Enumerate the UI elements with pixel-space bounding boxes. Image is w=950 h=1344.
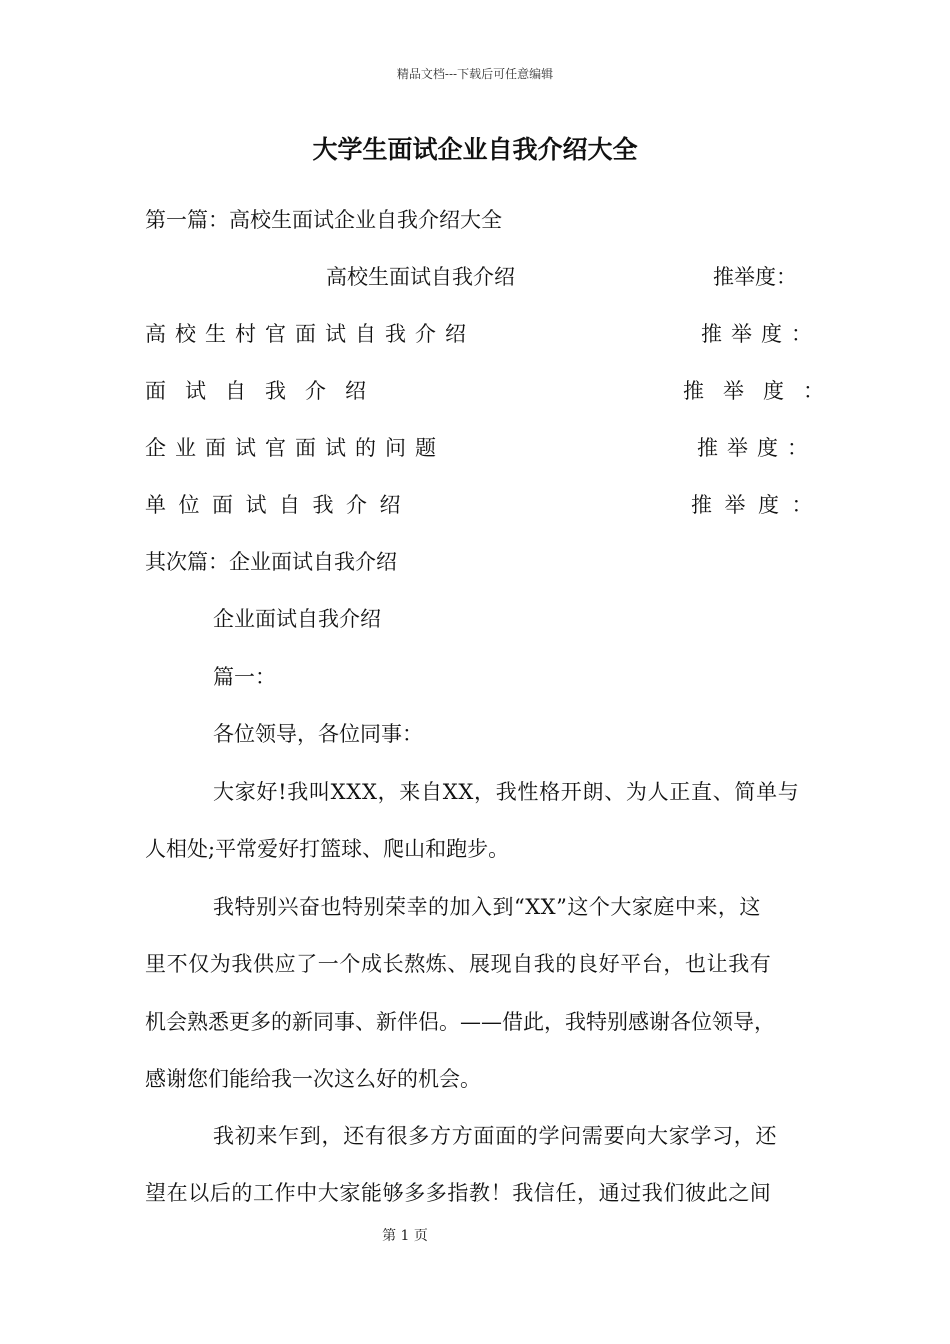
toc-item-rec: 推举度：	[713, 265, 797, 289]
greeting-line: 各位领导，各位同事：	[213, 722, 423, 746]
sub-heading: 企业面试自我介绍	[213, 607, 381, 631]
body-line: 机会熟悉更多的新同事、新伴侣。——借此，我特别感谢各位领导，	[145, 1010, 775, 1034]
toc-item-rec: 推举度：	[701, 322, 821, 346]
body-line: 感谢您们能给我一次这么好的机会。	[145, 1067, 481, 1091]
toc-item-rec: 推举度：	[697, 436, 817, 460]
toc-item-title: 企业面试官面试的问题	[145, 436, 445, 460]
body-line: 我初来乍到，还有很多方方面面的学问需要向大家学习，还	[213, 1124, 778, 1148]
page-number: 第 1 页	[382, 1228, 428, 1244]
toc-item-rec: 推举度：	[691, 493, 825, 517]
body-line: 我特别兴奋也特别荣幸的加入到“XX”这个大家庭中来，这	[213, 895, 761, 919]
body-line: 人相处;平常爱好打篮球、爬山和跑步。	[145, 837, 510, 861]
toc-item-rec: 推举度：	[683, 379, 843, 403]
body-line: 望在以后的工作中大家能够多多指教！我信任，通过我们彼此之间	[145, 1181, 772, 1205]
toc-item-title: 高校生面试自我介绍	[326, 265, 515, 289]
section-heading-2: 其次篇：企业面试自我介绍	[145, 550, 397, 574]
document-title: 大学生面试企业自我介绍大全	[312, 135, 638, 164]
toc-item-title: 面试自我介绍	[145, 379, 385, 403]
part-label: 篇一：	[213, 665, 276, 689]
toc-item-title: 单位面试自我介绍	[145, 493, 413, 517]
page-header: 精品文档---下载后可任意编辑	[396, 67, 554, 81]
section-heading-1: 第一篇：高校生面试企业自我介绍大全	[145, 208, 502, 232]
toc-item-title: 高校生村官面试自我介绍	[145, 322, 475, 346]
body-line: 里不仅为我供应了一个成长熬炼、展现自我的良好平台，也让我有	[145, 952, 772, 976]
body-line: 大家好!我叫XXX，来自XX，我性格开朗、为人正直、简单与	[213, 780, 800, 804]
